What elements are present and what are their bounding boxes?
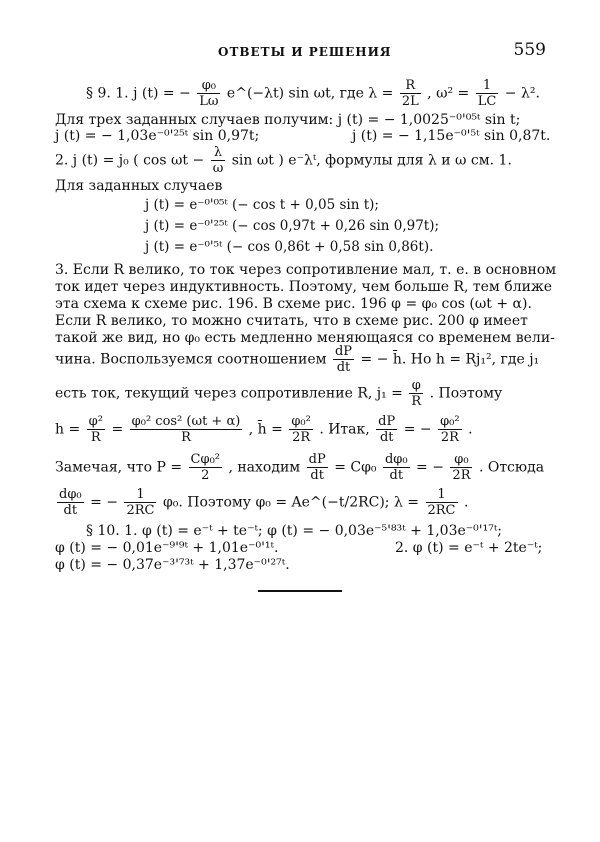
s9-p3-line4: Если R велико, то можно считать, что в схеме рис. 200 φ имеет bbox=[55, 313, 528, 329]
s9-p3-line8-frac3: $\frac{\text{φ₀²}}{2R}$ bbox=[291, 414, 311, 445]
s10-line2-right: 2. φ (t) = e⁻ᵗ + 2te⁻ᵗ; bbox=[395, 540, 543, 556]
s9-line5: Для заданных случаев bbox=[55, 178, 223, 194]
s9-line1-a: § 9. 1. j (t) = − bbox=[86, 85, 191, 102]
s9-line1-d: − λ². bbox=[504, 85, 540, 102]
s9-p3-line9-d: = − bbox=[416, 459, 444, 476]
s9-p3-line7-a: есть ток, текущий через сопротивление R, j₁ = bbox=[55, 385, 403, 402]
s9-line4-b: sin ωt ) e⁻λᵗ, формулы для λ и ω см. 1. bbox=[231, 152, 512, 169]
s9-p3-line9-a: Замечая, что P = bbox=[55, 459, 183, 476]
s9-p3-line8 bbox=[55, 414, 473, 445]
s9-p3-line8-frac5: $\frac{\text{φ₀²}}{2R}$ bbox=[440, 414, 460, 445]
s9-p3-line8-e: = − bbox=[403, 421, 432, 438]
s9-frac1: $\frac{\text{φ₀}}{L\omega}$ bbox=[199, 78, 219, 109]
s9-frac2: $\frac{R}{2L}$ bbox=[401, 78, 419, 109]
end-rule bbox=[258, 590, 342, 592]
s10-line1: § 10. 1. φ (t) = e⁻ᵗ + te⁻ᵗ; φ (t) = − 0,03e⁻⁵'⁸³ᵗ + 1,03e⁻⁰'¹⁷ᵗ; bbox=[86, 523, 503, 539]
s9-p3-line8-frac2: $\frac{\text{φ₀² cos² (ωt + α)}}{R}$ bbox=[131, 414, 241, 445]
s9-p3-line3: эта схема к схеме рис. 196. В схеме рис. 196 φ = φ₀ cos (ωt + α). bbox=[55, 296, 532, 312]
s9-p3-line10-frac1: $\frac{\text{dφ₀}}{dt}$ bbox=[59, 487, 82, 518]
s9-p3-line9-e: . Отсюда bbox=[478, 459, 545, 476]
s9-p3-line1: 3. Если R велико, то ток через сопротивление мал, т. е. в основном bbox=[55, 262, 557, 278]
s9-p3-line7 bbox=[55, 378, 502, 409]
s9-p3-line9-frac4: $\frac{\text{φ₀}}{2R}$ bbox=[452, 452, 471, 483]
s9-line3-left: j (t) = − 1,03e⁻⁰'²⁵ᵗ sin 0,97t; bbox=[55, 128, 260, 144]
s9-p3-line8-frac1: $\frac{\text{φ²}}{R}$ bbox=[88, 414, 103, 445]
s9-p3-line8-a: h = bbox=[55, 421, 81, 438]
s10-line3: φ (t) = − 0,37e⁻³'⁷³ᵗ + 1,37e⁻⁰'²⁷ᵗ. bbox=[55, 557, 290, 573]
s9-case3: j (t) = e⁻⁰'⁵ᵗ (− cos 0,86t + 0,58 sin 0,86t). bbox=[145, 239, 434, 255]
s9-p3-line5: такой же вид, но φ₀ есть медленно меняющаяся со временем вели- bbox=[55, 330, 555, 346]
s9-line4-frac: $\frac{\lambda}{\omega}$ bbox=[212, 145, 224, 176]
s9-p3-line8-c: , h̄ = bbox=[248, 421, 283, 438]
s9-line1-c: , ω² = bbox=[427, 85, 470, 102]
s9-line2: Для трех заданных случаев получим: j (t) = − 1,0025⁻⁰'⁰⁵ᵗ sin t; bbox=[55, 112, 521, 128]
s9-case2: j (t) = e⁻⁰'²⁵ᵗ (− cos 0,97t + 0,26 sin 0,97t); bbox=[145, 218, 440, 234]
s9-p3-line10-b: φ₀. Поэтому φ₀ = Ae^(−t/2RC); λ = bbox=[162, 494, 420, 511]
s9-p3-line8-f: . bbox=[468, 421, 473, 438]
s9-line4 bbox=[55, 145, 512, 176]
s9-p3-line10-frac2: $\frac{1}{2RC}$ bbox=[126, 487, 155, 518]
s9-p3-line9-frac3: $\frac{\text{dφ₀}}{dt}$ bbox=[384, 452, 408, 483]
s9-p3-line9-frac1: $\frac{\text{Cφ₀²}}{2}$ bbox=[190, 452, 220, 483]
s9-p3-line9 bbox=[55, 452, 544, 483]
s9-p3-line6-frac: $\frac{dP}{dt}$ bbox=[334, 344, 353, 375]
s9-p3-line7-b: . Поэтому bbox=[429, 385, 503, 402]
s9-p3-line6 bbox=[55, 344, 539, 375]
s9-line1-b: e^(−λt) sin ωt, где λ = bbox=[226, 85, 394, 102]
s9-p3-line2: ток идет через индуктивность. Поэтому, чем больше R, тем ближе bbox=[55, 279, 553, 295]
s9-line3-right: j (t) = − 1,15e⁻⁰'⁵ᵗ sin 0,87t. bbox=[352, 128, 551, 144]
s9-p3-line7-frac: $\frac{\varphi}{R}$ bbox=[411, 378, 422, 409]
running-header bbox=[0, 38, 600, 66]
s9-p3-line8-b: = bbox=[111, 421, 124, 438]
s9-p3-line9-b: , находим bbox=[228, 459, 301, 476]
page-number: 559 bbox=[513, 40, 546, 60]
s9-line1 bbox=[86, 78, 540, 109]
s9-line4-a: 2. j (t) = j₀ ( cos ωt − bbox=[55, 152, 205, 169]
s9-p3-line8-frac4: $\frac{dP}{dt}$ bbox=[378, 414, 396, 445]
s9-p3-line10-a: = − bbox=[90, 494, 119, 511]
s9-p3-line6-a: чина. Воспользуемся соотношением bbox=[55, 351, 327, 368]
s9-p3-line9-frac2: $\frac{dP}{dt}$ bbox=[308, 452, 326, 483]
s9-case1: j (t) = e⁻⁰'⁰⁵ᵗ (− cos t + 0,05 sin t); bbox=[145, 197, 379, 213]
s9-p3-line9-c: = Cφ₀ bbox=[334, 459, 377, 476]
s9-p3-line10-frac3: $\frac{1}{2RC}$ bbox=[427, 487, 456, 518]
s9-p3-line10-c: . bbox=[463, 494, 469, 511]
s9-p3-line8-d: . Итак, bbox=[319, 421, 370, 438]
header-title: ОТВЕТЫ И РЕШЕНИЯ bbox=[218, 45, 392, 59]
s9-p3-line10 bbox=[55, 487, 468, 518]
s10-line2-left: φ (t) = − 0,01e⁻⁹'⁹ᵗ + 1,01e⁻⁰'¹ᵗ. bbox=[55, 540, 279, 556]
s9-frac3: $\frac{1}{LC}$ bbox=[477, 78, 497, 109]
s9-p3-line6-b: = − h̄. Но h = Rj₁², где j₁ bbox=[360, 351, 540, 368]
